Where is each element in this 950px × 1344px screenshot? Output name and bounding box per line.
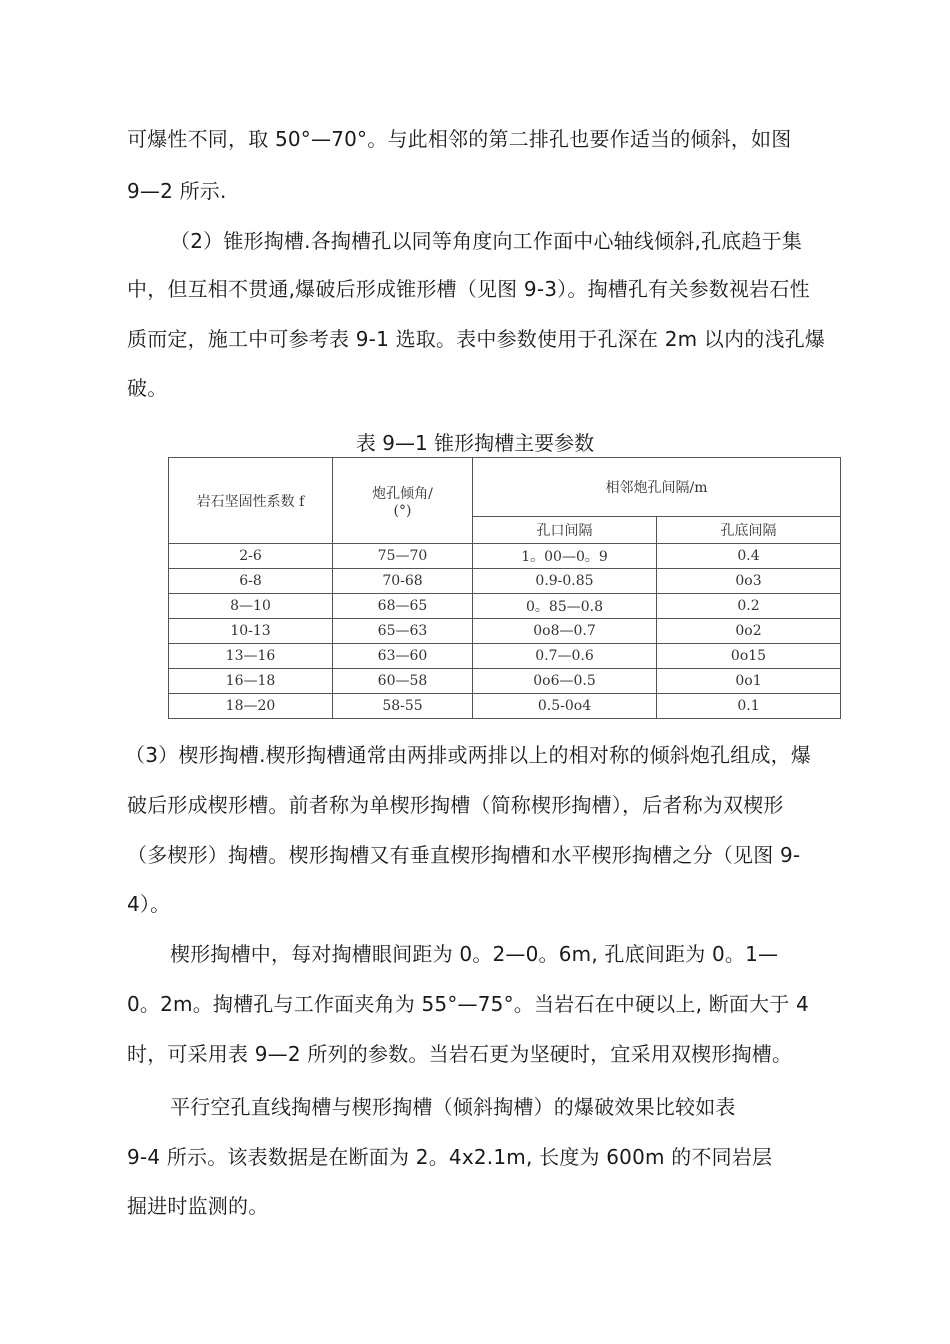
table-cell: 0o3: [657, 569, 841, 594]
paragraph-line: 9—2 所示.: [127, 179, 227, 203]
table-cell: 16—18: [169, 669, 333, 694]
table-cell: 0o15: [657, 644, 841, 669]
table-cell: 60—58: [333, 669, 473, 694]
table-row: [169, 619, 841, 644]
paragraph-line: 时，可采用表 9—2 所列的参数。当岩石更为坚硬时，宜采用双楔形掏槽。: [127, 1042, 793, 1066]
table-cell: 2-6: [169, 544, 333, 569]
table-cell: 68—65: [333, 594, 473, 619]
table-cell: 0.1: [657, 694, 841, 719]
paragraph-line: （多楔形）掏槽。楔形掏槽又有垂直楔形掏槽和水平楔形掏槽之分（见图 9-: [127, 843, 801, 867]
header-bottom-spacing: 孔底间隔: [657, 517, 841, 544]
paragraph-line: （3）楔形掏槽.楔形掏槽通常由两排或两排以上的相对称的倾斜炮孔组成，爆: [125, 743, 812, 767]
paragraph-line: 中，但互相不贯通,爆破后形成锥形槽（见图 9-3）。掏槽孔有关参数视岩石性: [127, 277, 810, 301]
table-row: [169, 644, 841, 669]
table-cell: 8—10: [169, 594, 333, 619]
table-cell: 0.4: [657, 544, 841, 569]
table-cell: 63—60: [333, 644, 473, 669]
table-cell: 6-8: [169, 569, 333, 594]
header-hole-spacing: 相邻炮孔间隔/m: [473, 458, 841, 517]
paragraph-line: 4）。: [127, 892, 171, 916]
table-cell: 0.7—0.6: [473, 644, 657, 669]
table-cell: 10-13: [169, 619, 333, 644]
table-cell: 0o2: [657, 619, 841, 644]
paragraph-line: （2）锥形掏槽.各掏槽孔以同等角度向工作面中心轴线倾斜,孔底趋于集: [170, 229, 803, 253]
table-cell: 75—70: [333, 544, 473, 569]
table-row: [169, 544, 841, 569]
table-row: [169, 694, 841, 719]
header-hole-angle-line2: (°): [393, 502, 412, 519]
table-cell: 0.9-0.85: [473, 569, 657, 594]
table-cell: 0o6—0.5: [473, 669, 657, 694]
table-cell: 70-68: [333, 569, 473, 594]
cone-cut-parameter-table: [168, 457, 841, 719]
header-mouth-spacing: 孔口间隔: [473, 517, 657, 544]
paragraph-line: 可爆性不同，取 50°—70°。与此相邻的第二排孔也要作适当的倾斜，如图: [127, 127, 792, 151]
header-hole-angle: [333, 458, 473, 544]
paragraph-line: 平行空孔直线掏槽与楔形掏槽（倾斜掏槽）的爆破效果比较如表: [170, 1095, 736, 1119]
table-cell: 1。00—0。9: [473, 544, 657, 569]
paragraph-line: 0。2m。掏槽孔与工作面夹角为 55°—75°。当岩石在中硬以上, 断面大于 4: [127, 992, 809, 1016]
paragraph-line: 楔形掏槽中，每对掏槽眼间距为 0。2—0。6m, 孔底间距为 0。1—: [170, 942, 779, 966]
paragraph-line: 破后形成楔形槽。前者称为单楔形掏槽（简称楔形掏槽），后者称为双楔形: [127, 793, 784, 817]
table-cell: 18—20: [169, 694, 333, 719]
table-caption: 表 9—1 锥形掏槽主要参数: [355, 431, 595, 455]
table-cell: 0.5-0o4: [473, 694, 657, 719]
paragraph-line: 质而定，施工中可参考表 9-1 选取。表中参数使用于孔深在 2m 以内的浅孔爆: [127, 327, 826, 351]
table-row: [169, 569, 841, 594]
table-cell: 65—63: [333, 619, 473, 644]
header-hole-angle-line1: 炮孔倾角/: [372, 485, 433, 502]
paragraph-line: 掘进时监测的。: [127, 1194, 269, 1218]
table-cell: 0o8—0.7: [473, 619, 657, 644]
table-cell: 0o1: [657, 669, 841, 694]
table-cell: 0。85—0.8: [473, 594, 657, 619]
table-row: [169, 594, 841, 619]
table-cell: 0.2: [657, 594, 841, 619]
paragraph-line: 破。: [127, 376, 168, 400]
header-rock-hardness: 岩石坚固性系数 f: [169, 458, 333, 544]
paragraph-line: 9-4 所示。该表数据是在断面为 2。4x2.1m, 长度为 600m 的不同岩层: [127, 1145, 773, 1169]
table-cell: 13—16: [169, 644, 333, 669]
table-cell: 58-55: [333, 694, 473, 719]
table-row: [169, 669, 841, 694]
